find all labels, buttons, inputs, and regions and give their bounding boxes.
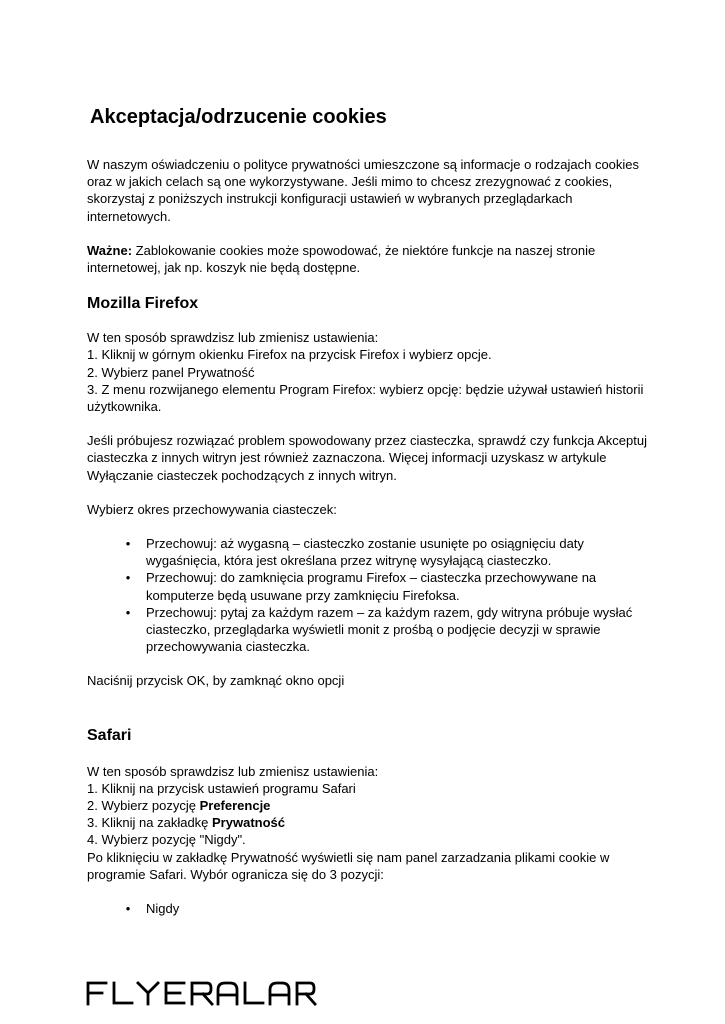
bullet-icon: •: [125, 604, 131, 620]
page-title: Akceptacja/odrzucenie cookies: [90, 106, 387, 128]
safari-after: Po kliknięciu w zakładkę Prywatność wyświetli się nam panel zarzadzania plikami cookie w programie Safari. Wybór ogranicza się do 3 pozycji:: [87, 849, 610, 882]
list-item: [87, 535, 647, 569]
notice-paragraph: [87, 242, 647, 276]
list-item-text: Przechowuj: pytaj za każdym razem – za każdym razem, gdy witryna próbuje wysłać ciasteczko, przeglądarka wyświetli monit z prośbą o podjęcie decyzji w sprawie przechowywania ciasteczka.: [146, 604, 633, 655]
notice-label: Ważne:: [87, 242, 133, 258]
bullet-icon: •: [125, 901, 131, 917]
flyeralarm-logo-mark: [86, 980, 326, 1006]
firefox-storage-intro: Wybierz okres przechowywania ciasteczek:: [87, 501, 337, 517]
list-item: [87, 900, 647, 917]
firefox-troubleshoot: Jeśli próbujesz rozwiązać problem spowodowany przez ciasteczka, sprawdź czy funkcja Akceptuj ciasteczka z innych witryn jest również zaznaczona. Więcej informacji uzyskasz w artykule Wyłączanie ciasteczek pochodzących z innych witryn.: [87, 433, 647, 483]
list-item-text: Przechowuj: aż wygasną – ciasteczko zostanie usunięte po osiągnięciu daty wygaśnięcia, która jest określana przez witrynę wysyłającą ciasteczko.: [146, 536, 584, 569]
firefox-steps: [87, 329, 647, 415]
safari-heading: Safari: [87, 726, 132, 744]
list-item-text: Przechowuj: do zamknięcia programu Firefox – ciasteczka przechowywane na komputerze będą usuwane przy zamknięciu Firefoksa.: [146, 570, 597, 603]
firefox-step: 3. Z menu rozwijanego elementu Program Firefox: wybierz opcję: będzie używał ustawień historii użytkownika.: [87, 381, 644, 415]
firefox-step: 2. Wybierz panel Prywatność: [87, 364, 255, 380]
safari-steps: [87, 763, 647, 849]
firefox-heading: Mozilla Firefox: [87, 295, 199, 313]
firefox-closing: Naciśnij przycisk OK, by zamknąć okno opcji: [87, 673, 345, 689]
safari-step: [87, 797, 647, 814]
flyeralarm-logo: [86, 980, 326, 1010]
firefox-step: 1. Kliknij w górnym okienku Firefox na przycisk Firefox i wybierz opcje.: [87, 347, 492, 363]
list-item: [87, 604, 647, 656]
bullet-icon: •: [125, 536, 131, 552]
list-item: [87, 569, 647, 603]
safari-options: [87, 900, 647, 917]
firefox-storage-options: [87, 535, 647, 655]
safari-step: 4. Wybierz pozycję "Nigdy".: [87, 832, 246, 848]
list-item-text: Nigdy: [146, 901, 180, 917]
safari-step: [87, 814, 647, 831]
safari-step-text: 2. Wybierz pozycję: [87, 798, 200, 814]
safari-step-text: 3. Kliknij na zakładkę: [87, 815, 213, 831]
document-body: [87, 156, 647, 934]
safari-step-emphasis: Prywatność: [212, 815, 285, 831]
safari-step: 1. Kliknij na przycisk ustawień programu Safari: [87, 780, 356, 796]
bullet-icon: •: [125, 570, 131, 586]
intro-paragraph: W naszym oświadczeniu o polityce prywatności umieszczone są informacje o rodzajach cookies oraz w jakich celach są one wykorzystywane. Jeśli mimo to chcesz zrezygnować z cookies, skorzystaj z poniższych instrukcji konfiguracji ustawień w wybranych przeglądarkach internetowych.: [87, 157, 640, 224]
safari-steps-intro: W ten sposób sprawdzisz lub zmienisz ustawienia:: [87, 763, 379, 779]
firefox-steps-intro: W ten sposób sprawdzisz lub zmienisz ustawienia:: [87, 330, 379, 346]
notice-text: Zablokowanie cookies może spowodować, że niektóre funkcje na naszej stronie internetowej, jak np. koszyk nie będą dostępne.: [87, 242, 596, 276]
safari-step-emphasis: Preferencje: [199, 798, 271, 814]
